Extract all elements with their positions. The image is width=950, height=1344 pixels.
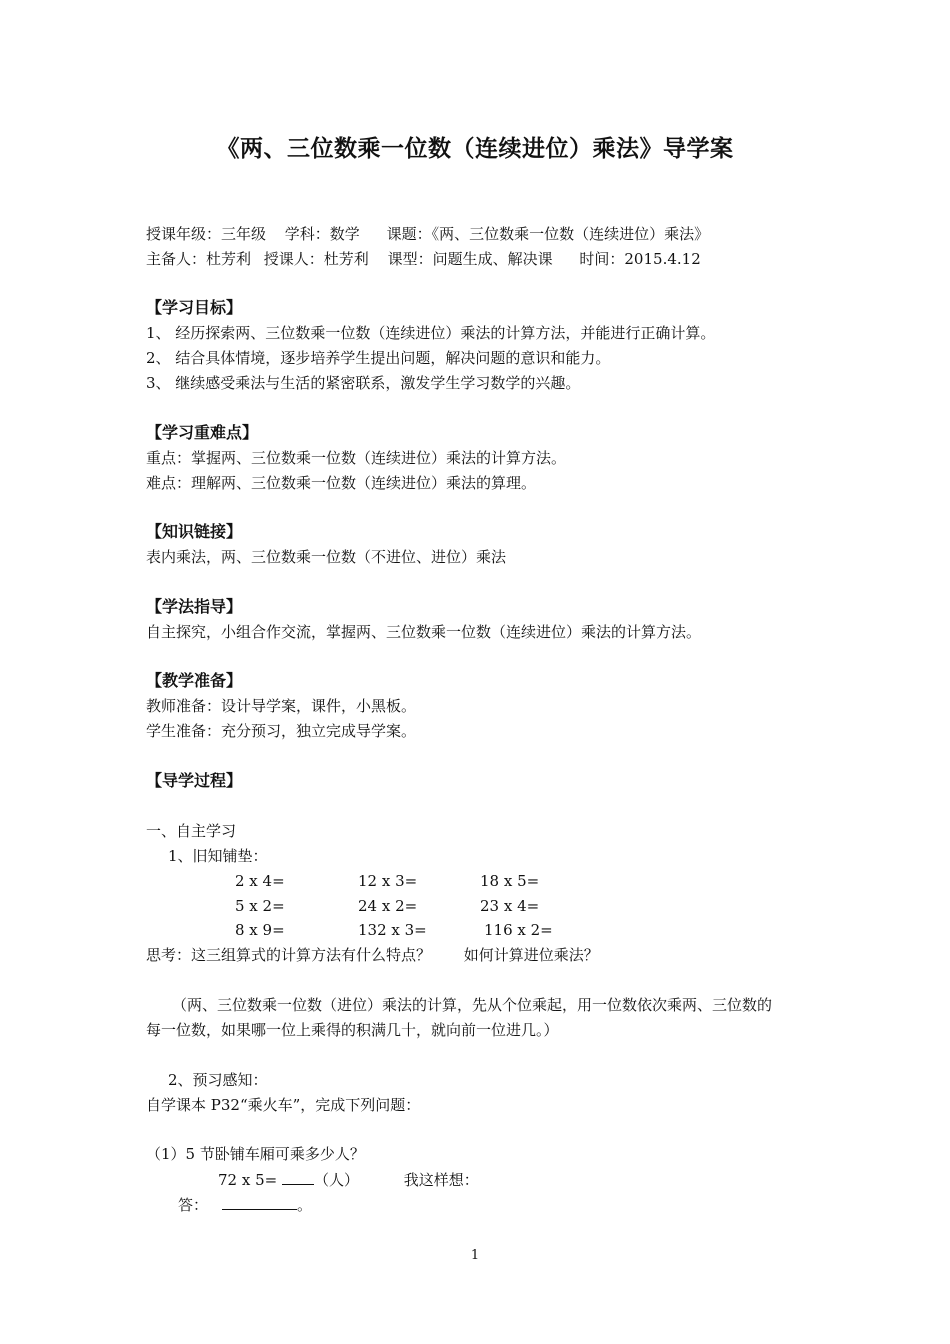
step-review: 1、旧知铺垫： xyxy=(168,847,268,865)
method-heading: 【学法指导】 xyxy=(146,597,243,616)
difficult-point-text: 难点：理解两、三位数乘一位数（连续进位）乘法的算理。 xyxy=(146,474,537,492)
objective-item-3: 3、 继续感受乘法与生活的紧密联系，激发学生学习数学的兴趣。 xyxy=(146,374,581,392)
calc-item: 5 x 2= xyxy=(235,897,285,915)
preparer-text: 主备人：杜芳利 xyxy=(146,250,252,268)
teacher-text: 授课人：杜芳利 xyxy=(263,250,369,268)
step-preview: 2、预习感知： xyxy=(168,1071,268,1089)
teacher-prep-text: 教师准备：设计导学案，课件，小黑板。 xyxy=(146,697,417,715)
student-prep-text: 学生准备：充分预习，独立完成导学案。 xyxy=(146,722,417,740)
rule-text-line-1: （两、三位数乘一位数（进位）乘法的计算，先从个位乘起，用一位数依次乘两、三位数的 xyxy=(172,996,773,1014)
subject-text: 学科：数学 xyxy=(284,225,360,243)
grade-text: 授课年级：三年级 xyxy=(146,225,267,243)
think-question-1: 思考：这三组算式的计算方法有什么特点？ xyxy=(146,946,432,964)
q1-expression-text: 72 x 5= xyxy=(218,1171,278,1189)
calc-item: 24 x 2= xyxy=(358,897,418,915)
objective-item-2: 2、 结合具体情境，逐步培养学生提出问题，解决问题的意识和能力。 xyxy=(146,349,611,367)
question-1: （1）5 节卧铺车厢可乘多少人？ xyxy=(146,1145,365,1163)
objective-item-1: 1、 经历探索两、三位数乘一位数（连续进位）乘法的计算方法，并能进行正确计算。 xyxy=(146,324,716,342)
q1-answer-blank[interactable] xyxy=(282,1169,314,1185)
prep-heading: 【教学准备】 xyxy=(146,671,243,690)
method-text: 自主探究，小组合作交流，掌握两、三位数乘一位数（连续进位）乘法的计算方法。 xyxy=(146,623,702,641)
think-question-2: 如何计算进位乘法？ xyxy=(463,946,599,964)
type-text: 课型：问题生成、解决课 xyxy=(387,250,553,268)
answer-end: 。 xyxy=(297,1196,313,1214)
q1-unit-text: （人） xyxy=(313,1171,359,1189)
document-title: 《两、三位数乘一位数（连续进位）乘法》导学案 xyxy=(216,136,734,162)
time-text: 时间：2015.4.12 xyxy=(579,250,701,268)
answer-label: 答： xyxy=(178,1196,209,1214)
calc-item: 12 x 3= xyxy=(358,872,418,890)
rule-text-line-2: 每一位数，如果哪一位上乘得的积满几十，就向前一位进几。） xyxy=(146,1021,559,1039)
info-line-2 xyxy=(146,249,701,269)
calc-item: 23 x 4= xyxy=(480,897,540,915)
links-heading: 【知识链接】 xyxy=(146,522,243,541)
question-1-expression xyxy=(218,1169,479,1190)
think-line xyxy=(146,945,599,965)
answer-line xyxy=(178,1194,312,1215)
objectives-heading: 【学习目标】 xyxy=(146,298,243,317)
topic-text: 课题：《两、三位数乘一位数（连续进位）乘法》 xyxy=(386,225,710,243)
page-number: 1 xyxy=(470,1248,480,1263)
self-study-instruction: 自学课本 P32“乘火车”，完成下列问题： xyxy=(146,1096,421,1114)
process-heading: 【导学过程】 xyxy=(146,771,243,790)
keypoints-heading: 【学习重难点】 xyxy=(146,423,259,442)
q1-think-label: 我这样想： xyxy=(403,1171,479,1189)
links-text: 表内乘法，两、三位数乘一位数（不进位、进位）乘法 xyxy=(146,548,507,566)
key-point-text: 重点：掌握两、三位数乘一位数（连续进位）乘法的计算方法。 xyxy=(146,449,567,467)
calc-item: 18 x 5= xyxy=(480,872,540,890)
info-line-1 xyxy=(146,224,709,244)
answer-blank[interactable] xyxy=(222,1194,297,1210)
calc-item: 116 x 2= xyxy=(484,921,553,939)
calc-item: 8 x 9= xyxy=(235,921,285,939)
section-self-study: 一、自主学习 xyxy=(146,822,237,840)
calc-item: 2 x 4= xyxy=(235,872,285,890)
calc-item: 132 x 3= xyxy=(358,921,427,939)
